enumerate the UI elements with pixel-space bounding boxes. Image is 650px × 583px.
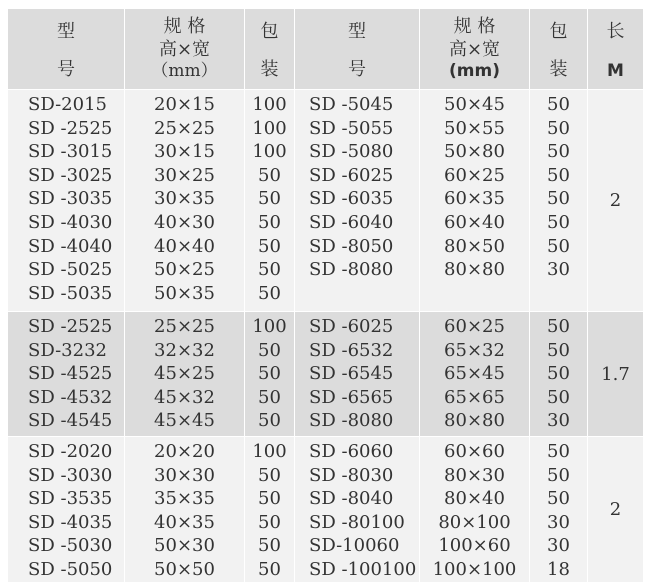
pack-value: 50 (547, 339, 570, 361)
size-value: 50×55 (444, 117, 505, 139)
pack-value: 50 (258, 535, 281, 557)
model-value: SD -8040 (309, 488, 394, 510)
size-column (125, 312, 245, 437)
pack-value: 50 (547, 141, 570, 163)
size-value: 60×25 (444, 164, 505, 186)
model-value: SD -3025 (28, 164, 113, 186)
pack-value: 50 (547, 235, 570, 257)
model-value: SD-2015 (28, 94, 107, 115)
size-value: 20×15 (154, 94, 215, 115)
pack-value: 30 (547, 511, 570, 533)
pack-value: 50 (258, 259, 281, 281)
length-value: 1.7 (588, 312, 644, 437)
pack-value: 50 (258, 464, 281, 486)
pack-value: 100 (252, 441, 287, 462)
pack-value: 50 (547, 464, 570, 486)
spec-table (7, 8, 644, 583)
size-value: 45×32 (154, 386, 215, 408)
size-value: 60×60 (444, 441, 505, 462)
size-value: 50×50 (154, 558, 215, 580)
model-value: SD -4532 (28, 386, 113, 408)
model-value: SD -5050 (28, 558, 113, 580)
pack-column (530, 437, 588, 583)
size-value: 80×80 (444, 259, 505, 281)
header-pack: 包 装 (245, 9, 295, 90)
pack-value: 30 (547, 535, 570, 557)
size-value: 50×25 (154, 259, 215, 281)
model-value: SD -5080 (309, 141, 394, 163)
header-spec-2: 规 格 高×宽 (mm) (420, 9, 530, 90)
model-value: SD -8050 (309, 235, 394, 257)
pack-value: 30 (547, 410, 570, 432)
model-value: SD -8030 (309, 464, 394, 486)
header-row (8, 9, 644, 90)
size-value: 45×45 (154, 410, 215, 432)
size-value: 35×35 (154, 488, 215, 510)
model-value: SD -2525 (28, 316, 113, 337)
model-value: SD -4040 (28, 235, 113, 257)
size-value: 65×45 (444, 363, 505, 385)
pack-value: 50 (547, 94, 570, 115)
size-value: 60×35 (444, 188, 505, 210)
header-length: 长 M (588, 9, 644, 90)
pack-value: 50 (547, 117, 570, 139)
size-value: 40×30 (154, 211, 215, 233)
pack-value: 100 (252, 316, 287, 337)
size-value: 45×25 (154, 363, 215, 385)
model-value: SD -6040 (309, 211, 394, 233)
pack-column (245, 437, 295, 583)
pack-value: 50 (258, 282, 281, 304)
length-value: 2 (588, 437, 644, 583)
size-value: 40×35 (154, 511, 215, 533)
model-value: SD -4030 (28, 211, 113, 233)
pack-value: 50 (258, 164, 281, 186)
pack-value: 50 (547, 363, 570, 385)
length-value: 2 (588, 90, 644, 312)
model-value: SD -8080 (309, 410, 394, 432)
model-value: SD -3535 (28, 488, 113, 510)
size-value: 30×35 (154, 188, 215, 210)
pack-value: 50 (547, 386, 570, 408)
pack-column (530, 90, 588, 312)
size-value: 30×15 (154, 141, 215, 163)
header-model: 型 号 (8, 9, 125, 90)
pack-value: 50 (547, 188, 570, 210)
pack-value: 50 (547, 441, 570, 462)
model-value: SD -6035 (309, 188, 394, 210)
pack-value: 50 (547, 211, 570, 233)
pack-value: 100 (252, 94, 287, 115)
model-value: SD -6532 (309, 339, 394, 361)
size-column (420, 90, 530, 312)
pack-value: 100 (252, 117, 287, 139)
header-spec: 规 格 高×宽 （mm） (125, 9, 245, 90)
group-row-3 (8, 437, 644, 583)
pack-value: 50 (258, 558, 281, 580)
size-value: 30×30 (154, 464, 215, 486)
pack-value: 50 (258, 363, 281, 385)
pack-value: 50 (547, 316, 570, 337)
model-value: SD -5030 (28, 535, 113, 557)
pack-value: 50 (258, 188, 281, 210)
size-value: 50×35 (154, 282, 215, 304)
size-value: 80×80 (444, 410, 505, 432)
size-value: 80×100 (438, 511, 511, 533)
pack-value: 18 (547, 558, 570, 580)
size-column (125, 437, 245, 583)
model-column (8, 437, 125, 583)
model-value: SD-10060 (309, 535, 400, 557)
model-value: SD-3232 (28, 339, 107, 361)
pack-value: 50 (258, 488, 281, 510)
size-value: 32×32 (154, 339, 215, 361)
pack-value: 50 (547, 164, 570, 186)
size-value: 65×65 (444, 386, 505, 408)
pack-value: 100 (252, 141, 287, 163)
size-value: 25×25 (154, 117, 215, 139)
size-value: 100×60 (438, 535, 511, 557)
pack-column (245, 312, 295, 437)
model-column (8, 312, 125, 437)
pack-value: 50 (258, 211, 281, 233)
size-value: 80×50 (444, 235, 505, 257)
size-value: 50×30 (154, 535, 215, 557)
pack-value: 50 (258, 235, 281, 257)
size-value: 40×40 (154, 235, 215, 257)
size-value: 20×20 (154, 441, 215, 462)
size-value: 30×25 (154, 164, 215, 186)
size-value: 25×25 (154, 316, 215, 337)
pack-column (530, 312, 588, 437)
model-value: SD -4525 (28, 363, 113, 385)
model-value: SD -6025 (309, 316, 394, 337)
model-column (295, 312, 420, 437)
pack-value: 50 (258, 410, 281, 432)
model-column (295, 90, 420, 312)
size-column (125, 90, 245, 312)
size-value: 50×45 (444, 94, 505, 115)
pack-value: 50 (258, 511, 281, 533)
model-value: SD -6060 (309, 441, 394, 462)
group-row-2 (8, 312, 644, 437)
model-value: SD -2020 (28, 441, 113, 462)
pack-column (245, 90, 295, 312)
model-value: SD -80100 (309, 511, 405, 533)
size-column (420, 437, 530, 583)
size-value: 80×30 (444, 464, 505, 486)
pack-value: 50 (258, 339, 281, 361)
size-value: 65×32 (444, 339, 505, 361)
model-value: SD -6545 (309, 363, 394, 385)
model-value: SD -4545 (28, 410, 113, 432)
model-value: SD -4035 (28, 511, 113, 533)
model-value: SD -8080 (309, 259, 394, 281)
model-column (8, 90, 125, 312)
model-value: SD -5055 (309, 117, 394, 139)
size-value: 80×40 (444, 488, 505, 510)
size-column (420, 312, 530, 437)
size-value: 100×100 (432, 558, 517, 580)
model-value: SD -6565 (309, 386, 394, 408)
header-pack-2: 包 装 (530, 9, 588, 90)
model-value: SD -3030 (28, 464, 113, 486)
group-row-1 (8, 90, 644, 312)
model-value: SD -5025 (28, 259, 113, 281)
pack-value: 50 (547, 488, 570, 510)
header-model-2: 型 号 (295, 9, 420, 90)
size-value: 50×80 (444, 141, 505, 163)
size-value: 60×25 (444, 316, 505, 337)
pack-value: 30 (547, 259, 570, 281)
model-column (295, 437, 420, 583)
model-value: SD -5045 (309, 94, 394, 115)
model-value: SD -3015 (28, 141, 113, 163)
model-value: SD -100100 (309, 558, 417, 580)
pack-value: 50 (258, 386, 281, 408)
model-value: SD -5035 (28, 282, 113, 304)
size-value: 60×40 (444, 211, 505, 233)
model-value: SD -6025 (309, 164, 394, 186)
model-value: SD -3035 (28, 188, 113, 210)
model-value: SD -2525 (28, 117, 113, 139)
